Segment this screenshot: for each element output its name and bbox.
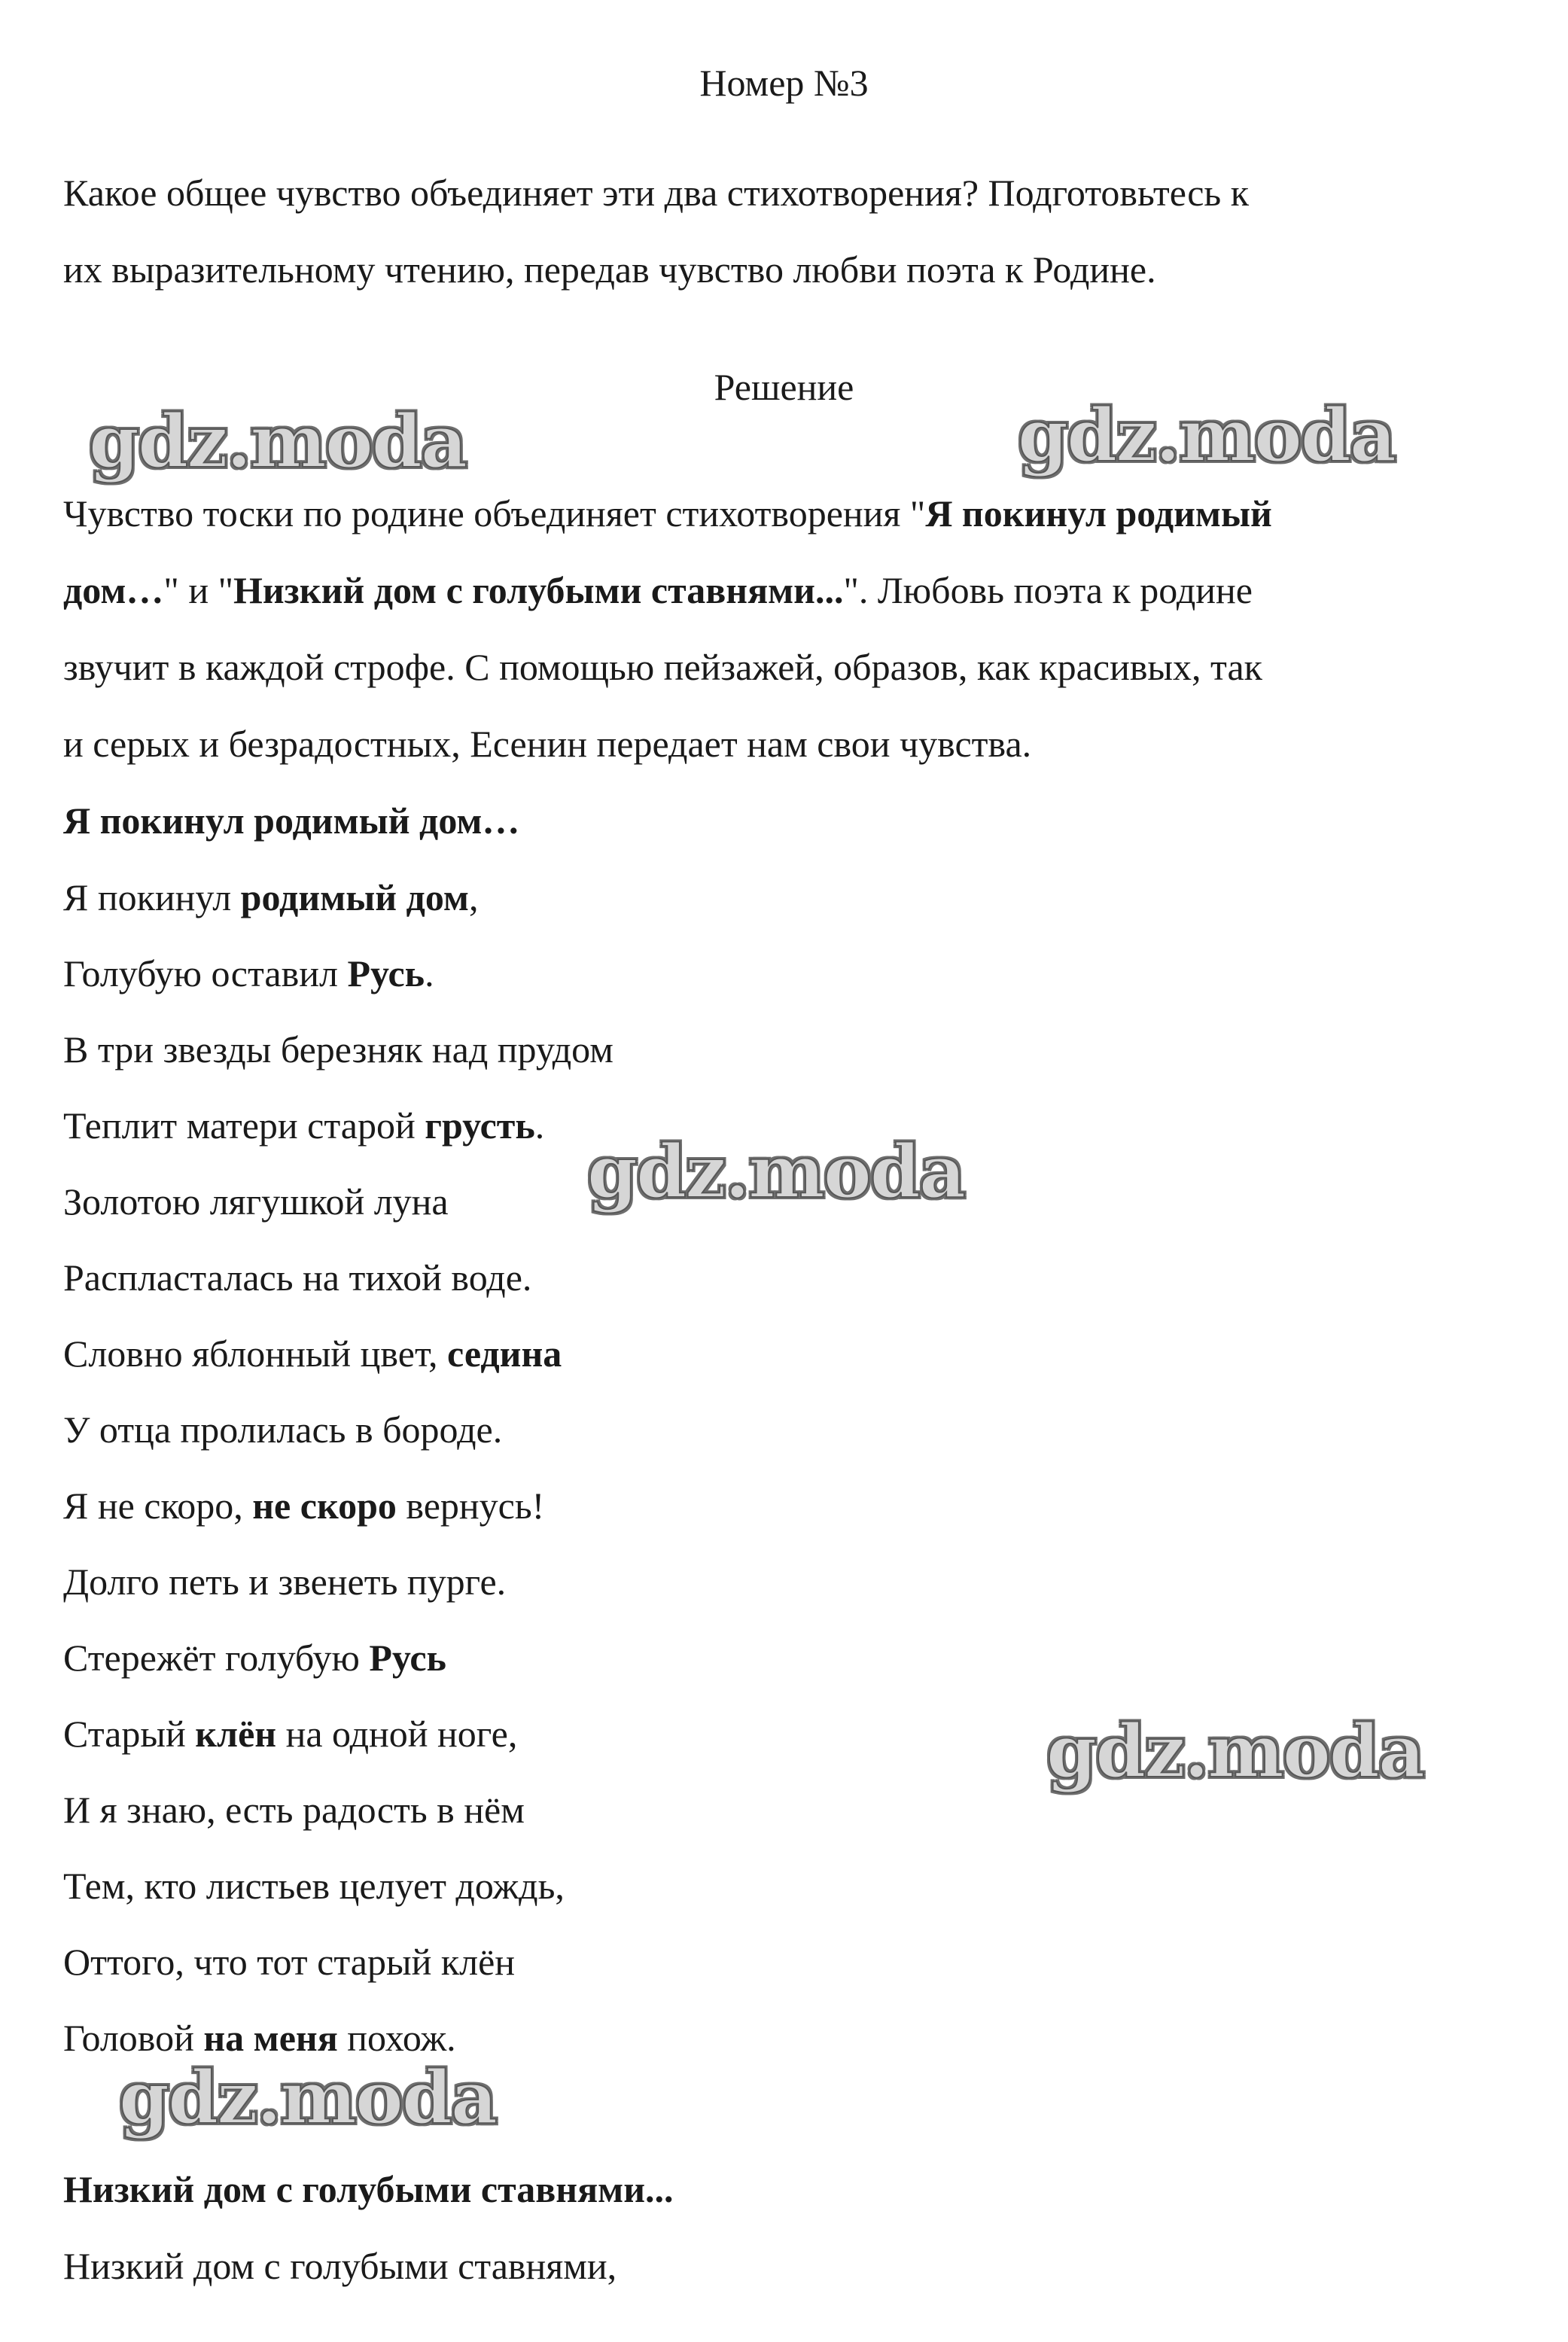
poem-text: Словно яблонный цвет,: [63, 1332, 448, 1375]
poem-emphasis: Русь: [347, 952, 425, 994]
watermark: gdz.moda: [587, 1129, 965, 1214]
poem-2-title-text: Низкий дом с голубыми ставнями...: [63, 2168, 674, 2210]
solution-heading: Решение: [714, 366, 854, 408]
poem-title-ref: дом…: [63, 569, 164, 611]
poem-text: Старый: [63, 1713, 196, 1755]
poem-1-line: Оттого, что тот старый клён: [63, 1941, 516, 1983]
poem-1-line: Золотою лягушкой луна: [63, 1180, 449, 1223]
answer-line-1: [63, 491, 1272, 536]
watermark: gdz.moda: [1046, 1709, 1424, 1794]
poem-emphasis: на меня: [203, 2017, 338, 2059]
page-title: Номер №3: [699, 62, 869, 104]
watermark: gdz.moda: [1018, 393, 1396, 478]
poem-1-line: [63, 951, 434, 996]
poem-emphasis: грусть: [425, 1104, 535, 1147]
poem-1-line: [63, 1711, 517, 1756]
poem-emphasis: седина: [447, 1332, 562, 1375]
poem-text: на одной ноге,: [276, 1713, 518, 1755]
poem-1-title-text: Я покинул родимый дом…: [63, 799, 520, 842]
poem-1-line: Долго петь и звенеть пурге.: [63, 1561, 507, 1603]
poem-1-line: [63, 875, 478, 920]
poem-2-line: Низкий дом с голубыми ставнями,: [63, 2245, 617, 2287]
poem-text: Теплит матери старой: [63, 1104, 425, 1147]
poem-text: Головой: [63, 2017, 204, 2059]
poem-1-line: И я знаю, есть радость в нём: [63, 1789, 525, 1831]
poem-emphasis: Русь: [369, 1637, 446, 1679]
poem-1-line: [63, 1103, 544, 1148]
poem-text: ,: [468, 876, 479, 918]
poem-text: .: [534, 1104, 545, 1147]
poem-1-line: В три звезды березняк над прудом: [63, 1028, 613, 1070]
poem-title-ref: Я покинул родимый: [925, 492, 1272, 534]
poem-emphasis: родимый дом: [240, 876, 469, 918]
poem-1-line: Распласталась на тихой воде.: [63, 1256, 532, 1299]
poem-1-line: [63, 1483, 544, 1528]
answer-text: " и ": [163, 569, 233, 611]
poem-text: Голубую оставил: [63, 952, 348, 994]
answer-line-3: звучит в каждой строфе. С помощью пейзажей, образов, как красивых, так: [63, 646, 1262, 688]
poem-emphasis: не скоро: [252, 1485, 397, 1527]
watermark: gdz.moda: [119, 2055, 497, 2140]
poem-1-line: [63, 1331, 562, 1376]
poem-text: Я покинул: [63, 876, 241, 918]
poem-emphasis: клён: [195, 1713, 277, 1755]
answer-text: Чувство тоски по родине объединяет стихотворения ": [63, 492, 926, 534]
question-line-1: Какое общее чувство объединяет эти два стихотворения? Подготовьтесь к: [63, 172, 1249, 214]
poem-text: .: [425, 952, 434, 994]
question-line-2: их выразительному чтению, передав чувство любви поэта к Родине.: [63, 248, 1156, 291]
poem-1-line: [63, 1635, 446, 1680]
poem-1-line: Тем, кто листьев целует дождь,: [63, 1865, 565, 1907]
answer-line-4: и серых и безрадостных, Есенин передает нам свои чувства.: [63, 723, 1032, 765]
poem-1-line: [63, 2015, 456, 2060]
answer-text: ". Любовь поэта к родине: [843, 569, 1253, 611]
poem-text: Я не скоро,: [63, 1485, 253, 1527]
poem-1-line: У отца пролилась в бороде.: [63, 1409, 503, 1451]
watermark: gdz.moda: [89, 399, 467, 484]
poem-text: Стережёт голубую: [63, 1637, 370, 1679]
poem-2-title: [63, 2167, 674, 2212]
answer-line-2: [63, 568, 1253, 613]
poem-1-title: [63, 798, 519, 843]
poem-text: похож.: [337, 2017, 456, 2059]
poem-title-ref: Низкий дом с голубыми ставнями...: [233, 569, 844, 611]
poem-text: вернусь!: [396, 1485, 545, 1527]
